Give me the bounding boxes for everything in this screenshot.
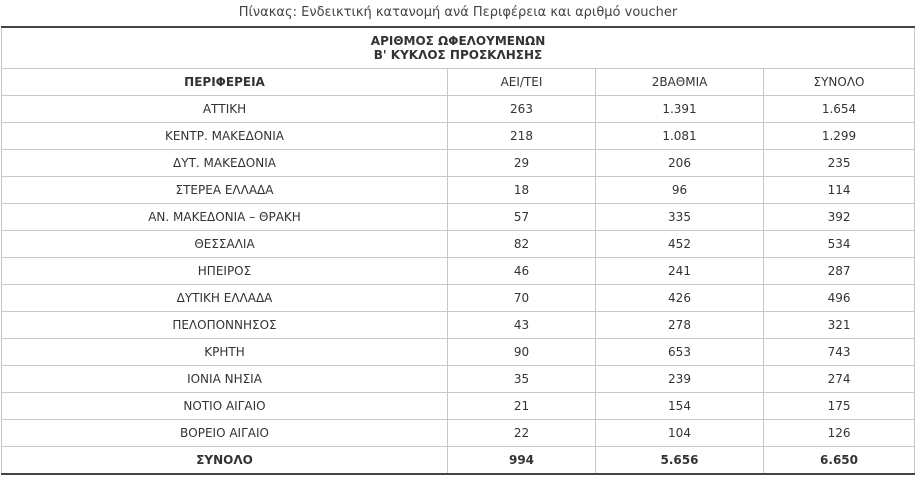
region-cell: ΑΝ. ΜΑΚΕΔΟΝΙΑ – ΘΡΑΚΗ [2,204,448,231]
table-row [2,285,915,312]
region-cell: ΔΥΤΙΚΗ ΕΛΛΑΔΑ [2,285,448,312]
table-row [2,393,915,420]
region-cell: ΠΕΛΟΠΟΝΝΗΣΟΣ [2,312,448,339]
table-row [2,258,915,285]
university-cell: 29 [448,150,596,177]
table-subtitle: Β' ΚΥΚΛΟΣ ΠΡΟΣΚΛΗΣΗΣ [2,48,915,69]
region-cell: ΘΕΣΣΑΛΙΑ [2,231,448,258]
total-cell: 114 [764,177,915,204]
grand-total: 6.650 [764,447,915,475]
university-cell: 90 [448,339,596,366]
total-label: ΣΥΝΟΛΟ [2,447,448,475]
total-cell: 496 [764,285,915,312]
university-cell: 218 [448,123,596,150]
university-cell: 70 [448,285,596,312]
region-cell: ΑΤΤΙΚΗ [2,96,448,123]
secondary-cell: 96 [596,177,764,204]
total-cell: 274 [764,366,915,393]
table-caption: Πίνακας: Ενδεικτική κατανομή ανά Περιφέρεια και αριθμό voucher [238,5,678,20]
total-cell: 321 [764,312,915,339]
total-university: 994 [448,447,596,475]
table-row [2,420,915,447]
table-row [2,123,915,150]
column-header-total: ΣΥΝΟΛΟ [764,69,915,96]
total-row [2,447,915,475]
secondary-cell: 426 [596,285,764,312]
university-cell: 22 [448,420,596,447]
university-cell: 35 [448,366,596,393]
secondary-cell: 104 [596,420,764,447]
region-cell: ΙΟΝΙΑ ΝΗΣΙΑ [2,366,448,393]
total-cell: 235 [764,150,915,177]
university-cell: 57 [448,204,596,231]
total-cell: 126 [764,420,915,447]
total-cell: 534 [764,231,915,258]
secondary-cell: 1.081 [596,123,764,150]
column-header-university: ΑΕΙ/ΤΕΙ [448,69,596,96]
column-header-region: ΠΕΡΙΦΕΡΕΙΑ [2,69,448,96]
region-cell: ΚΕΝΤΡ. ΜΑΚΕΔΟΝΙΑ [2,123,448,150]
region-cell: ΗΠΕΙΡΟΣ [2,258,448,285]
university-cell: 263 [448,96,596,123]
region-cell: ΔΥΤ. ΜΑΚΕΔΟΝΙΑ [2,150,448,177]
table-title: ΑΡΙΘΜΟΣ ΩΦΕΛΟΥΜΕΝΩΝ [2,27,915,48]
university-cell: 46 [448,258,596,285]
total-secondary: 5.656 [596,447,764,475]
university-cell: 18 [448,177,596,204]
column-header-secondary: 2ΒΑΘΜΙΑ [596,69,764,96]
secondary-cell: 452 [596,231,764,258]
region-cell: ΣΤΕΡΕΑ ΕΛΛΑΔΑ [2,177,448,204]
table-row [2,204,915,231]
region-cell: ΚΡΗΤΗ [2,339,448,366]
column-header-row [2,69,915,96]
table-row [2,231,915,258]
secondary-cell: 154 [596,393,764,420]
university-cell: 43 [448,312,596,339]
allocation-table [1,26,915,475]
table-row [2,150,915,177]
university-cell: 21 [448,393,596,420]
table-row [2,312,915,339]
total-cell: 287 [764,258,915,285]
secondary-cell: 1.391 [596,96,764,123]
table-row [2,366,915,393]
table-row [2,339,915,366]
secondary-cell: 241 [596,258,764,285]
table-row [2,177,915,204]
secondary-cell: 335 [596,204,764,231]
secondary-cell: 653 [596,339,764,366]
total-cell: 175 [764,393,915,420]
table-body [2,96,915,447]
total-cell: 1.654 [764,96,915,123]
table-row [2,96,915,123]
secondary-cell: 206 [596,150,764,177]
secondary-cell: 239 [596,366,764,393]
secondary-cell: 278 [596,312,764,339]
university-cell: 82 [448,231,596,258]
total-cell: 392 [764,204,915,231]
region-cell: ΒΟΡΕΙΟ ΑΙΓΑΙΟ [2,420,448,447]
region-cell: ΝΟΤΙΟ ΑΙΓΑΙΟ [2,393,448,420]
total-cell: 1.299 [764,123,915,150]
total-cell: 743 [764,339,915,366]
